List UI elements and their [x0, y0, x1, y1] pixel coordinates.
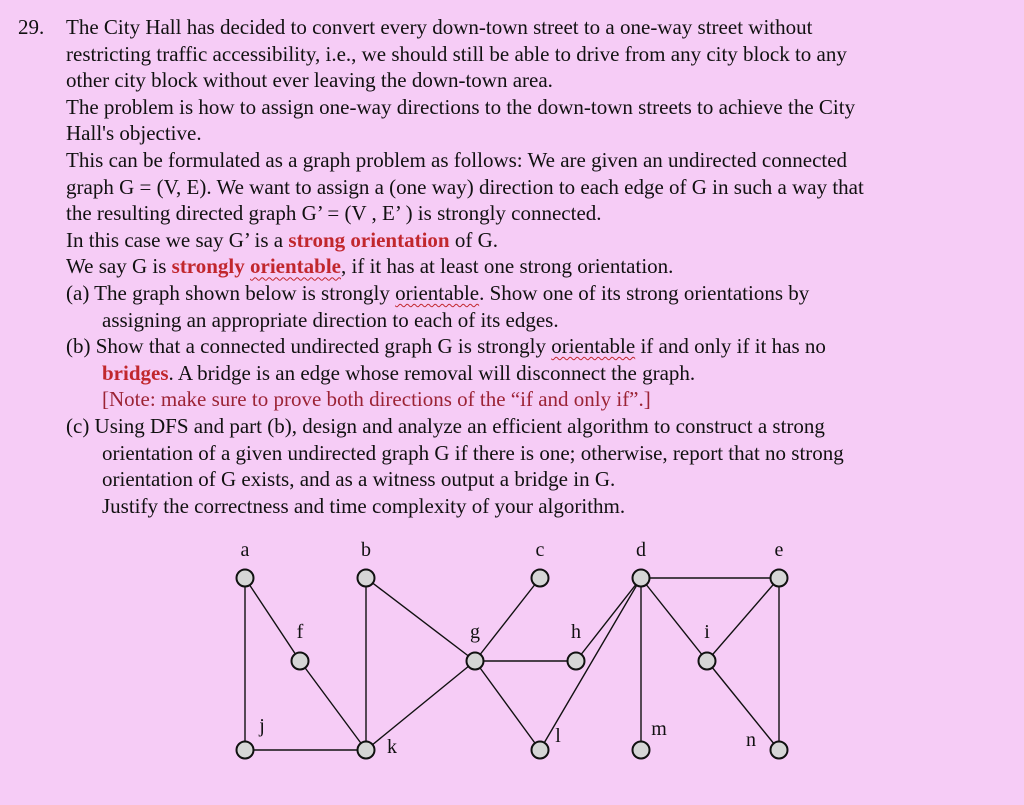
node-g [467, 653, 484, 670]
node-e [771, 570, 788, 587]
strong-orientation-term: strong orientation [288, 227, 450, 252]
edge-g-k [366, 661, 475, 750]
intro-line: other city block without ever leaving the down-town area. [66, 68, 553, 93]
node-label-c: c [535, 539, 545, 561]
node-label-m: m [651, 718, 667, 740]
edge-b-g [366, 578, 475, 661]
intro-line: This can be formulated as a graph problem as follows: We are given an undirected connected [66, 147, 848, 172]
part-c-line: orientation of G exists, and as a witness output a bridge in G. [102, 467, 616, 492]
orientable-word: orientable [395, 280, 480, 305]
part-b-text: (b) Show that a connected undirected graph G is strongly [66, 334, 552, 359]
node-label-e: e [774, 539, 784, 561]
node-label-d: d [636, 539, 646, 561]
part-a-line: assigning an appropriate direction to each of its edges. [102, 307, 559, 332]
edge-a-f [245, 578, 300, 661]
node-label-h: h [571, 621, 581, 643]
edge-i-e [707, 578, 779, 661]
node-f [292, 653, 309, 670]
node-label-b: b [361, 539, 371, 561]
node-label-l: l [555, 725, 561, 747]
part-c-line: (c) Using DFS and part (b), design and analyze an efficient algorithm to construct a strong [66, 413, 825, 438]
definition-text: In this case we say G’ is a [66, 227, 289, 252]
node-l [532, 742, 549, 759]
part-a-text: (a) The graph shown below is strongly [66, 280, 396, 305]
node-a [237, 570, 254, 587]
node-m [633, 742, 650, 759]
node-label-a: a [240, 539, 250, 561]
node-label-k: k [387, 736, 397, 758]
node-k [358, 742, 375, 759]
node-n [771, 742, 788, 759]
node-j [237, 742, 254, 759]
node-b [358, 570, 375, 587]
node-label-g: g [470, 621, 480, 643]
orientable-word: orientable [551, 334, 636, 359]
intro-line: restricting traffic accessibility, i.e., we should still be able to drive from any city block to any [66, 41, 847, 66]
node-label-i: i [704, 621, 710, 643]
node-label-j: j [259, 715, 265, 737]
node-c [532, 570, 549, 587]
edge-f-k [300, 661, 366, 750]
intro-line: graph G = (V, E). We want to assign a (one way) direction to each edge of G in such a way that [66, 174, 864, 199]
node-label-n: n [746, 729, 756, 751]
intro-line: the resulting directed graph G’ = (V , E’ ) is strongly connected. [66, 201, 602, 226]
part-a-text: . Show one of its strong orientations by [479, 280, 810, 305]
bridges-term: bridges [102, 360, 169, 385]
definition-text: We say G is [66, 254, 172, 279]
strongly-term: strongly [171, 254, 251, 279]
edge-d-i [641, 578, 707, 661]
part-b-text: if and only if it has no [635, 334, 826, 359]
part-b-note: [Note: make sure to prove both directions of the “if and only if”.] [102, 387, 651, 412]
node-h [568, 653, 585, 670]
part-c-line: orientation of a given undirected graph G if there is one; otherwise, report that no strong [102, 440, 844, 465]
edge-g-l [475, 661, 540, 750]
definition-text: , if it has at least one strong orientation. [341, 254, 674, 279]
edge-g-c [475, 578, 540, 661]
intro-line: The problem is how to assign one-way directions to the down-town streets to achieve the City [66, 94, 856, 119]
orientable-term: orientable [250, 254, 341, 279]
node-d [633, 570, 650, 587]
intro-line: Hall's objective. [66, 121, 202, 146]
part-b-text: . A bridge is an edge whose removal will disconnect the graph. [168, 360, 696, 385]
edge-h-d [576, 578, 641, 661]
edge-i-n [707, 661, 779, 750]
intro-line: The City Hall has decided to convert every down-town street to a one-way street without [66, 15, 813, 39]
part-c-line: Justify the correctness and time complexity of your algorithm. [102, 493, 626, 518]
problem-number: 29. [18, 15, 45, 39]
node-i [699, 653, 716, 670]
definition-text: of G. [449, 227, 499, 252]
node-label-f: f [296, 621, 304, 643]
